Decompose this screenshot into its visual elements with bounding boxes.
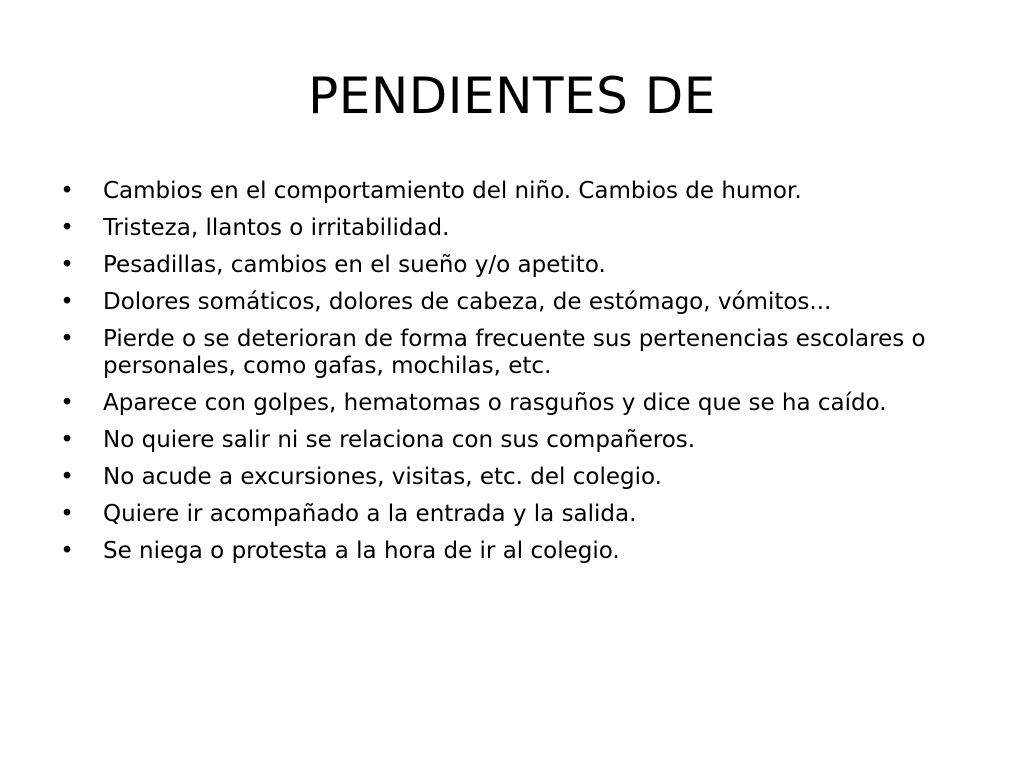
list-item-text: No quiere salir ni se relaciona con sus compañeros. [103,427,696,453]
list-item-text: Aparece con golpes, hematomas o rasguños y dice que se ha caído. [103,390,887,416]
list-item-text: Se niega o protesta a la hora de ir al colegio. [103,538,620,564]
bullet-icon: • [60,326,74,352]
bullet-icon: • [60,501,74,527]
bullet-icon: • [60,464,74,490]
list-item [60,538,970,565]
list-item [60,427,970,454]
list-item-text: Dolores somáticos, dolores de cabeza, de estómago, vómitos... [103,289,832,315]
list-item [60,501,970,528]
slide-title: PENDIENTES DE [308,67,716,125]
list-item [60,326,970,380]
list-item-text: Cambios en el comportamiento del niño. Cambios de humor. [103,178,802,204]
list-item-text: Tristeza, llantos o irritabilidad. [103,215,450,241]
list-item [60,289,970,316]
list-item [60,464,970,491]
bullet-icon: • [60,252,74,278]
bullet-icon: • [60,427,74,453]
bullet-icon: • [60,390,74,416]
list-item [60,390,970,417]
list-item [60,215,970,242]
bullet-icon: • [60,289,74,315]
list-item-text: Pesadillas, cambios en el sueño y/o apetito. [103,252,606,278]
bullet-list [60,178,970,575]
list-item-text: No acude a excursiones, visitas, etc. del colegio. [103,464,662,490]
list-item-text: Pierde o se deterioran de forma frecuente sus pertenencias escolares o personales, como gafas, mochilas, etc. [103,326,926,379]
bullet-icon: • [60,178,74,204]
list-item-text: Quiere ir acompañado a la entrada y la salida. [103,501,637,527]
bullet-icon: • [60,538,74,564]
list-item [60,252,970,279]
list-item [60,178,970,205]
bullet-icon: • [60,215,74,241]
